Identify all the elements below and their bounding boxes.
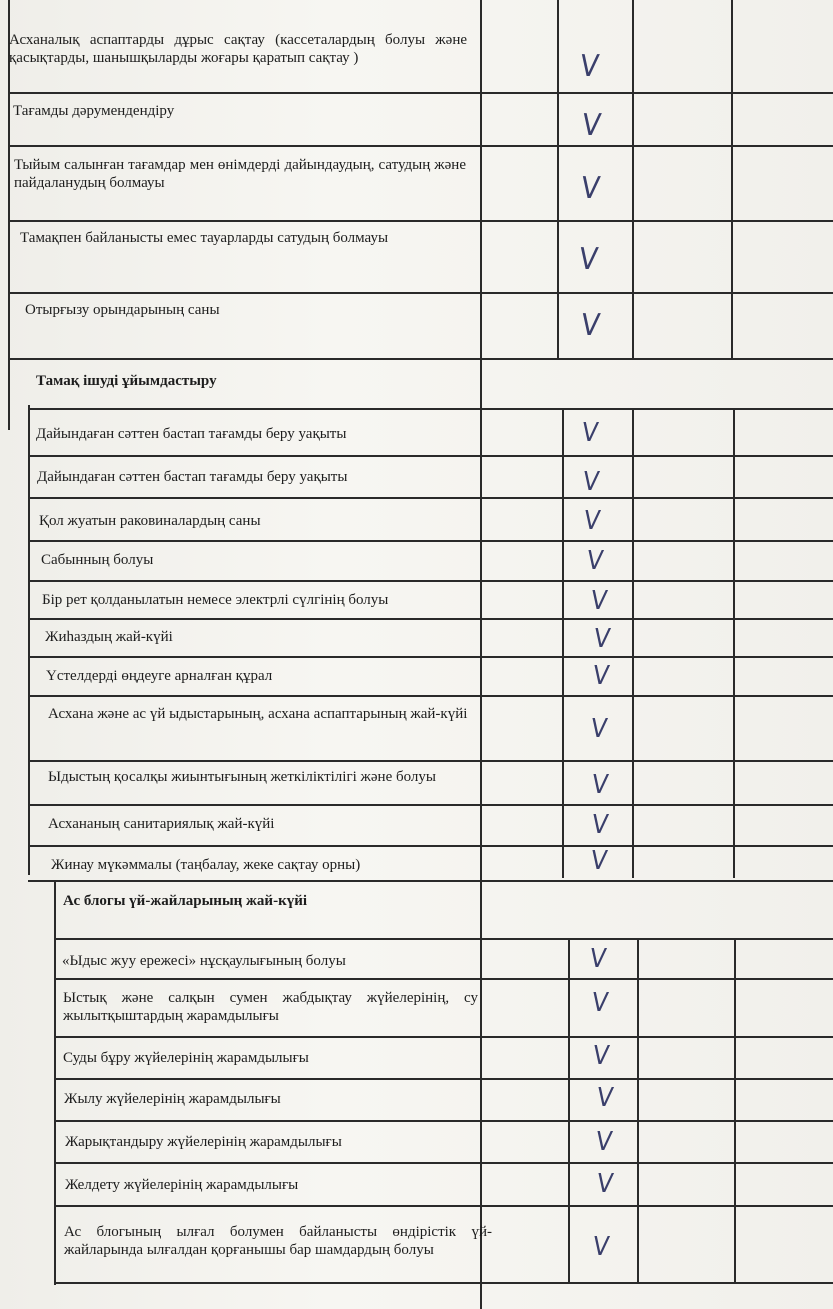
table-row-text: «Ыдыс жуу ережесі» нұсқаулығының болуы [62, 953, 346, 969]
table-row-text: Тамақпен байланысты емес тауарларды сатудың болмауы [20, 230, 389, 246]
column-divider [734, 938, 736, 1283]
table-row-text: Бір рет қолданылатын немесе электрлі сүлгінің болуы [42, 592, 389, 608]
row-divider [28, 618, 833, 620]
check-mark: V [590, 1041, 611, 1071]
table-row-text: Жинау мүкәммалы (таңбалау, жеке сақтау орны) [51, 857, 361, 873]
table-row-text: Ыстық және салқын сумен жабдықтау жүйелерінің, су жылытқыштардың жарамдылығы [63, 990, 478, 1025]
check-mark: V [588, 714, 609, 744]
table-row-text: Отырғызу орындарының саны [25, 302, 220, 318]
check-mark: V [590, 1232, 611, 1262]
column-divider [480, 0, 482, 1309]
table-row-text: Дайындаған сәттен бастап тағамды беру уақыты [37, 469, 348, 485]
row-divider [54, 978, 833, 980]
row-divider [8, 292, 833, 294]
row-divider [28, 540, 833, 542]
column-divider [557, 0, 559, 360]
table-row-text: Ас блогының ылғал болумен байланысты өндірістік үй-жайларында ылғалдан қорғанышы бар шамдардың болуы [64, 1224, 492, 1259]
row-divider [54, 1036, 833, 1038]
column-divider [731, 0, 733, 360]
row-divider [54, 1282, 833, 1284]
row-divider [8, 358, 833, 360]
column-divider [637, 938, 639, 1283]
table-row-text: Желдету жүйелерінің жарамдылығы [65, 1177, 299, 1193]
column-divider [568, 938, 570, 1283]
check-mark: V [594, 1083, 615, 1113]
check-mark: V [578, 308, 602, 343]
check-mark: V [588, 846, 609, 876]
row-divider [54, 1078, 833, 1080]
row-divider [8, 220, 833, 222]
row-divider [28, 845, 833, 847]
table-row-text: Дайындаған сәттен бастап тағамды беру уақыты [36, 426, 347, 442]
table-row-text: Асхананың санитариялық жай-күйі [48, 816, 275, 832]
row-divider [8, 92, 833, 94]
table-row-text: Жылу жүйелерінің жарамдылығы [64, 1091, 281, 1107]
column-divider [632, 408, 634, 878]
column-divider [733, 408, 735, 878]
row-divider [28, 695, 833, 697]
check-mark: V [578, 171, 602, 206]
check-mark: V [593, 1127, 614, 1157]
row-divider [54, 938, 833, 940]
section-title: Тамақ ішуді ұйымдастыру [36, 373, 217, 389]
check-mark: V [579, 418, 600, 448]
check-mark: V [594, 1169, 615, 1199]
table-row-text: Сабынның болуы [41, 552, 154, 568]
row-divider [28, 760, 833, 762]
check-mark: V [579, 108, 603, 143]
check-mark: V [576, 242, 600, 277]
column-divider [632, 0, 634, 360]
check-mark: V [589, 988, 610, 1018]
table-row-text: Жиһаздың жай-күйі [45, 629, 173, 645]
row-divider [54, 1162, 833, 1164]
table-row-text: Жарықтандыру жүйелерінің жарамдылығы [65, 1134, 342, 1150]
table-row-text: Үстелдерді өңдеуге арналған құрал [46, 668, 273, 684]
table-row-text: Тағамды дәрумендендіру [13, 103, 175, 119]
row-divider [28, 408, 833, 410]
section-title: Ас блогы үй-жайларының жай-күйі [63, 893, 308, 909]
check-mark: V [591, 624, 612, 654]
table-row-text: Ыдыстың қосалқы жиынтығының жеткіліктілігі және болуы [48, 769, 436, 785]
check-mark: V [580, 467, 601, 497]
table-row-text: Суды бұру жүйелерінің жарамдылығы [63, 1050, 309, 1066]
table-row-text: Тыйым салынған тағамдар мен өнімдерді дайындаудың, сатудың және пайдаланудың болмауы [14, 157, 466, 192]
check-mark: V [588, 586, 609, 616]
check-mark: V [589, 770, 610, 800]
check-mark: V [581, 506, 602, 536]
check-mark: V [577, 49, 601, 84]
row-divider [28, 656, 833, 658]
row-divider [28, 580, 833, 582]
check-mark: V [587, 944, 608, 974]
row-divider [28, 804, 833, 806]
row-divider [28, 497, 833, 499]
row-divider [28, 455, 833, 457]
check-mark: V [590, 661, 611, 691]
row-divider [54, 1120, 833, 1122]
check-mark: V [589, 810, 610, 840]
table-row-text: Асхана және ас үй ыдыстарының, асхана аспаптарының жай-күйі [48, 706, 468, 722]
column-divider [562, 408, 564, 878]
row-divider [28, 880, 833, 882]
row-divider [54, 1205, 833, 1207]
table-border-left [54, 880, 56, 1285]
table-row-text: Асханалық аспаптарды дұрыс сақтау (кассеталардың болуы және қасықтарды, шанышқыларды жоғары қаратып сақтау ) [9, 32, 467, 67]
row-divider [8, 145, 833, 147]
check-mark: V [584, 546, 605, 576]
table-row-text: Қол жуатын раковиналардың саны [39, 513, 261, 529]
